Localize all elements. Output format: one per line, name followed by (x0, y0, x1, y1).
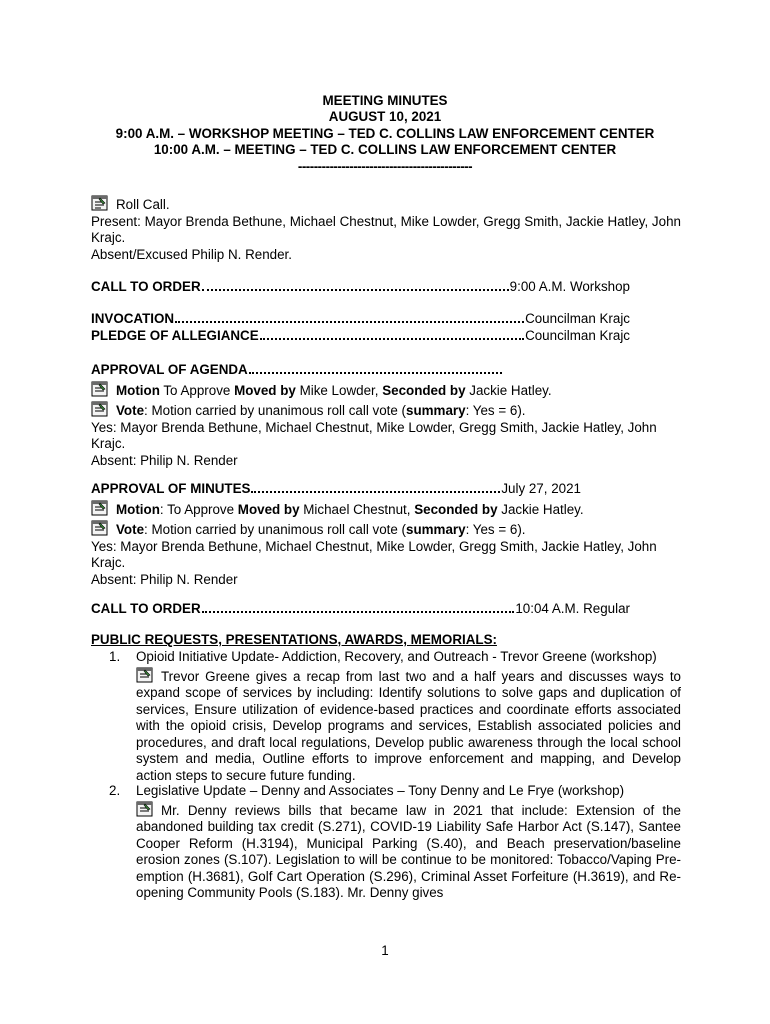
vote-yes-list: Yes: Mayor Brenda Bethune, Michael Chestnut, Mike Lowder, Gregg Smith, Jackie Hatley, John Krajc. (91, 538, 657, 570)
document-note-icon[interactable] (91, 195, 109, 211)
public-requests-section (91, 632, 683, 649)
call-to-order-workshop (91, 279, 683, 296)
seconded-by-name: Jackie Hatley. (465, 382, 552, 398)
vote-text: : Motion carried by unanimous roll call vote ( (144, 403, 407, 418)
item-title: Legislative Update – Denny and Associates – Tony Denny and Le Frye (workshop) (136, 783, 625, 798)
agenda-label: APPROVAL OF AGENDA (91, 362, 248, 377)
item-body: Mr. Denny reviews bills that became law in 2021 that include: Extension of the abandoned building tax credit (S.271), COVID-19 Liability Safe Harbor Act (S.147), Santee Cooper Reform (H.3194), Municipal Parking (S.40), and Beach preservation/baseline erosion zones (S.107). Legislation to will be continue to be monitored: Tobacco/Vaping Pre-emption (H.3681), Golf Cart Operation (S.296), Criminal Asset Forfeiture (H.3619), and Re-opening Community Pools (S.183). Mr. Denny gives (136, 802, 681, 900)
list-number: 2. (109, 783, 121, 798)
document-note-icon[interactable] (136, 667, 154, 683)
seconded-by-name: Jackie Hatley. (497, 501, 584, 517)
vote-label: Vote (116, 403, 145, 418)
call-to-order-time: 9:00 A.M. Workshop (509, 279, 630, 294)
call-to-order-time: 10:04 A.M. Regular (515, 601, 630, 616)
dot-leader (251, 491, 500, 493)
list-item (136, 783, 681, 902)
moved-by-label: Moved by (237, 501, 300, 517)
dot-leader (175, 321, 524, 323)
invocation-pledge-section (91, 311, 683, 344)
document-note-icon[interactable] (91, 500, 109, 516)
dot-leader (202, 611, 515, 613)
seconded-by-label: Seconded by (414, 501, 498, 517)
header-meeting-line: 10:00 A.M. – MEETING – TED C. COLLINS LAW ENFORCEMENT CENTER (153, 142, 617, 158)
call-to-order-regular (91, 601, 683, 618)
item-body: Trevor Greene gives a recap from last two and a half years and discusses ways to expand scope of services by including: Identify solutions to solve gaps and duplication of services, Ensure utilization of evidence-based practices and coordinate efforts associated with the opioid crisis, Develop programs and services, Establish associated policies and procedures, and draft local regulations, Develop public awareness through the local school system and media, Outline efforts to improve enforcement and mapping, and Develop action steps to secure future funding. (136, 668, 681, 783)
summary-label: summary (406, 403, 466, 418)
call-to-order-label: CALL TO ORDER (91, 279, 201, 294)
header-title: MEETING MINUTES (322, 93, 448, 108)
invocation-label: INVOCATION (91, 311, 175, 326)
moved-by-label: Moved by (234, 382, 296, 398)
approval-of-minutes-section (91, 481, 683, 588)
moved-by-name: Mike Lowder, (295, 382, 383, 398)
roll-call-absent: Absent/Excused Philip N. Render. (91, 246, 292, 262)
dot-leader (202, 289, 509, 291)
page-number: 1 (381, 943, 389, 958)
item-title: Opioid Initiative Update- Addiction, Recovery, and Outreach - Trevor Greene (workshop) (136, 649, 657, 664)
invocation-value: Councilman Krajc (525, 311, 630, 326)
header-rule: -------------------------------------------- (297, 158, 473, 174)
dot-leader (249, 372, 502, 374)
vote-absent: Absent: Philip N. Render (91, 452, 238, 468)
vote-absent: Absent: Philip N. Render (91, 571, 238, 587)
minutes-label: APPROVAL OF MINUTES (91, 481, 251, 496)
motion-text: : To Approve (159, 501, 238, 517)
dot-leader (260, 338, 524, 340)
summary-text: : Yes = 6). (465, 403, 526, 418)
seconded-by-label: Seconded by (382, 382, 466, 398)
header-workshop-line: 9:00 A.M. – WORKSHOP MEETING – TED C. COLLINS LAW ENFORCEMENT CENTER (115, 125, 655, 141)
motion-label: Motion (116, 501, 160, 517)
header-date: AUGUST 10, 2021 (328, 109, 442, 125)
vote-yes-list: Yes: Mayor Brenda Bethune, Michael Chestnut, Mike Lowder, Gregg Smith, Jackie Hatley, John Krajc. (91, 419, 657, 451)
roll-call-title: Roll Call. (116, 197, 170, 212)
approval-of-agenda-section (91, 362, 683, 469)
minutes-date: July 27, 2021 (501, 481, 581, 496)
roll-call-present: Present: Mayor Brenda Bethune, Michael Chestnut, Mike Lowder, Gregg Smith, Jackie Hatley, John Krajc. (91, 213, 681, 245)
list-item (136, 649, 681, 784)
summary-text: : Yes = 6). (465, 522, 526, 537)
call-to-order-label: CALL TO ORDER (91, 601, 201, 616)
roll-call-section (91, 195, 683, 263)
document-note-icon[interactable] (136, 801, 154, 817)
section-heading: PUBLIC REQUESTS, PRESENTATIONS, AWARDS, MEMORIALS: (91, 632, 497, 647)
pledge-value: Councilman Krajc (525, 327, 630, 343)
summary-label: summary (406, 522, 466, 537)
vote-label: Vote (116, 522, 145, 537)
motion-text: To Approve (159, 382, 235, 398)
pledge-label: PLEDGE OF ALLEGIANCE (91, 327, 259, 343)
moved-by-name: Michael Chestnut, (299, 501, 415, 517)
motion-label: Motion (116, 382, 160, 398)
document-note-icon[interactable] (91, 381, 109, 397)
list-number: 1. (109, 649, 121, 664)
document-note-icon[interactable] (91, 520, 109, 536)
vote-text: : Motion carried by unanimous roll call vote ( (144, 522, 407, 537)
minutes-header (0, 93, 770, 175)
document-note-icon[interactable] (91, 401, 109, 417)
